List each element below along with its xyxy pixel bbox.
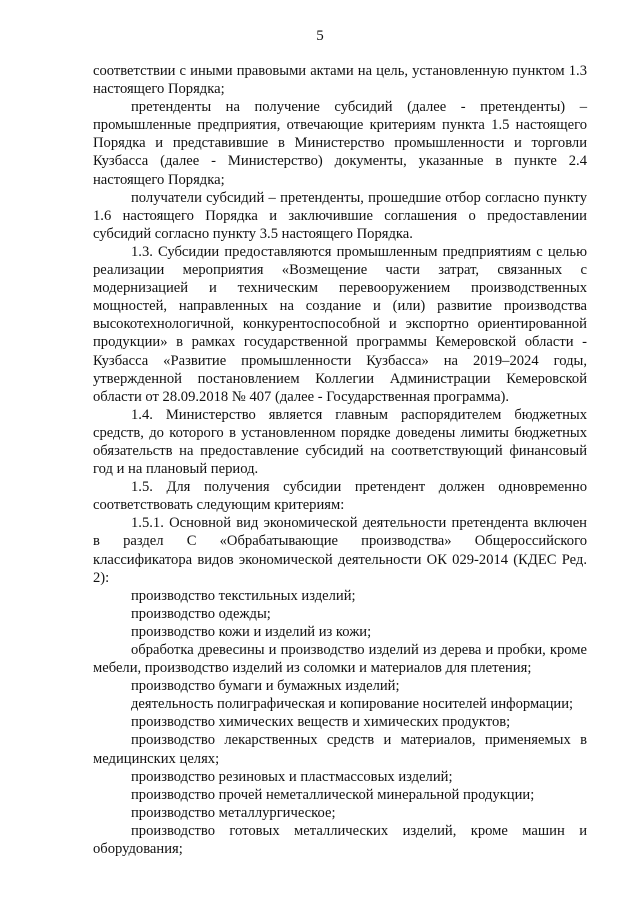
list-item-rubber-plastics: производство резиновых и пластмассовых изделий;	[131, 768, 453, 785]
list-item-paper: производство бумаги и бумажных изделий;	[131, 678, 400, 695]
paragraph-1-3: 1.3. Субсидии предоставляются промышленным предприятиям с целью реализации мероприятия «Возмещение части затрат, связанных с модернизацией и техническим перевооружением производственных мощностей, направленных на создание и (или) развитие производства высокотехнологичной, конкурентоспособной и экспортно ориентированной продукции» в рамках государственной программы Кемеровской области - Кузбасса «Развитие промышленности Кузбасса» на 2019–2024 годы, утвержденной постановлением Коллегии Администрации Кемеровской области от 28.09.2018 № 407 (далее - Государственная программа).	[93, 243, 587, 405]
list-item-pharmaceuticals: производство лекарственных средств и материалов, применяемых в медицинских целях;	[93, 732, 587, 767]
paragraph-1-5: 1.5. Для получения субсидии претендент должен одновременно соответствовать следующим критериям:	[93, 479, 587, 514]
paragraph-definition-applicants: претенденты на получение субсидий (далее - претенденты) – промышленные предприятия, отвечающие критериям пункта 1.5 настоящего Порядка и представившие в Министерство промышленности и торговли Кузбасса (далее - Министерство) документы, указанные в пункте 2.4 настоящего Порядка;	[93, 99, 587, 188]
list-item-metallurgy: производство металлургическое;	[131, 804, 336, 821]
page-number: 5	[316, 28, 324, 44]
list-item-textiles: производство текстильных изделий;	[131, 587, 356, 604]
list-item-non-metallic-minerals: производство прочей неметаллической минеральной продукции;	[131, 786, 535, 803]
paragraph-1-5-1: 1.5.1. Основной вид экономической деятельности претендента включен в раздел С «Обрабатывающие производства» Общероссийского классификатора видов экономической деятельности ОК 029-2014 (КДЕС Ред. 2):	[93, 515, 587, 586]
document-body	[93, 62, 587, 858]
list-item-leather: производство кожи и изделий из кожи;	[131, 623, 372, 640]
list-item-clothing: производство одежды;	[131, 605, 271, 622]
list-item-metal-products: производство готовых металлических изделий, кроме машин и оборудования;	[93, 822, 587, 858]
paragraph-definition-recipients: получатели субсидий – претенденты, прошедшие отбор согласно пункту 1.6 настоящего Порядка и заключившие соглашения о предоставлении субсидий согласно пункту 3.5 настоящего Порядка.	[93, 189, 587, 242]
paragraph-continuation: соответствии с иными правовыми актами на цель, установленную пунктом 1.3 настоящего Порядка;	[93, 63, 587, 98]
list-item-printing: деятельность полиграфическая и копирование носителей информации;	[131, 696, 574, 713]
list-item-chemicals: производство химических веществ и химических продуктов;	[131, 714, 511, 731]
list-item-wood: обработка древесины и производство изделий из дерева и пробки, кроме мебели, производство изделий из соломки и материалов для плетения;	[93, 642, 587, 677]
paragraph-1-4: 1.4. Министерство является главным распорядителем бюджетных средств, до которого в установленном порядке доведены лимиты бюджетных обязательств на предоставление субсидий на соответствующий финансовый год и на плановый период.	[93, 406, 587, 478]
